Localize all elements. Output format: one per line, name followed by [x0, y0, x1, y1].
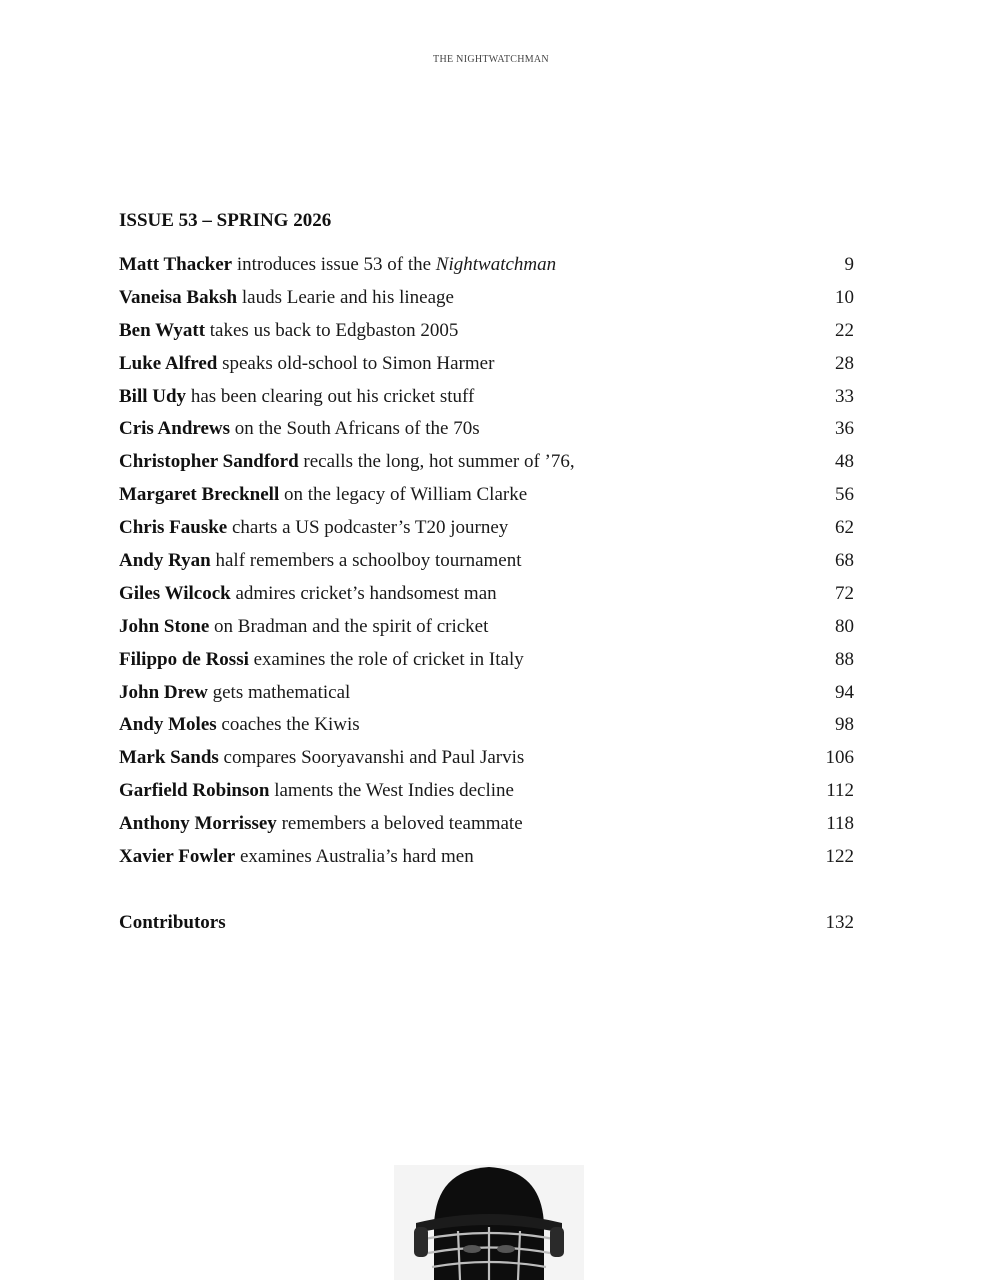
publication-name: Nightwatchman — [435, 254, 557, 275]
toc-page-number: 28 — [835, 352, 854, 374]
toc-page-number: 22 — [835, 319, 854, 341]
toc-page-number: 112 — [826, 780, 854, 802]
cricketer-helmet-illustration — [394, 1165, 584, 1280]
toc-page-number: 72 — [835, 582, 854, 604]
toc-page-number: 33 — [835, 385, 854, 407]
cricketer-helmet-photo — [394, 1165, 584, 1280]
toc-author: Ben Wyatt — [119, 319, 206, 341]
toc-page-number: 98 — [835, 714, 854, 736]
toc-author: Andy Moles — [119, 714, 217, 736]
toc-page-number: 106 — [825, 747, 854, 769]
toc-entry-text — [119, 446, 575, 479]
toc-page-number: 48 — [835, 451, 854, 473]
toc-author: Xavier Fowler — [119, 846, 236, 868]
toc-author: Filippo de Rossi — [119, 648, 249, 670]
toc-entry[interactable] — [119, 578, 854, 611]
contributors-page-number: 132 — [825, 912, 854, 933]
toc-entry-text — [119, 677, 350, 710]
toc-entry[interactable] — [119, 775, 854, 808]
toc-entry-text — [119, 249, 556, 282]
toc-author: John Stone — [119, 615, 210, 637]
toc-page-number: 9 — [844, 254, 854, 275]
toc-author: Mark Sands — [119, 747, 219, 769]
toc-entry-text — [119, 413, 480, 446]
toc-description: recalls the long, hot summer of ’76, — [298, 451, 575, 473]
toc-entry-text — [119, 709, 360, 742]
toc-entry-text — [119, 742, 524, 775]
toc-entry-text — [119, 545, 522, 578]
toc-page-number: 10 — [835, 286, 854, 308]
toc-entry[interactable] — [119, 249, 854, 282]
toc-entry[interactable] — [119, 677, 854, 710]
toc-entry-text — [119, 644, 524, 677]
toc-page-number: 122 — [825, 846, 854, 868]
toc-entry-text — [119, 479, 527, 512]
toc-author: Bill Udy — [119, 385, 187, 407]
toc-description: compares Sooryavanshi and Paul Jarvis — [218, 747, 525, 769]
toc-author: Luke Alfred — [119, 352, 218, 374]
toc-entry[interactable] — [119, 413, 854, 446]
toc-entry-text — [119, 841, 474, 874]
toc-description: lauds Learie and his lineage — [237, 286, 454, 308]
toc-page-number: 36 — [835, 418, 854, 440]
toc-entry-text — [119, 348, 494, 381]
toc-description: remembers a beloved teammate — [276, 813, 523, 835]
toc-page-number: 94 — [835, 681, 854, 703]
toc-description: speaks old-school to Simon Harmer — [217, 352, 495, 374]
toc-page-number: 118 — [826, 813, 854, 835]
toc-description: charts a US podcaster’s T20 journey — [227, 517, 509, 539]
toc-description: admires cricket’s handsomest man — [230, 582, 497, 604]
running-head: THE NIGHTWATCHMAN — [433, 54, 549, 65]
toc-description: examines the role of cricket in Italy — [248, 648, 524, 670]
toc-entry-text — [119, 381, 474, 414]
toc-entry-text — [119, 512, 508, 545]
toc-description: on the South Africans of the 70s — [230, 418, 480, 440]
toc-entry[interactable] — [119, 611, 854, 644]
toc-entry-text — [119, 775, 514, 808]
toc-author: Giles Wilcock — [119, 582, 231, 604]
toc-page-number: 68 — [835, 550, 854, 572]
toc-entry[interactable] — [119, 709, 854, 742]
toc-description: takes us back to Edgbaston 2005 — [205, 319, 459, 341]
toc-description: on Bradman and the spirit of cricket — [209, 615, 489, 637]
toc-entry[interactable] — [119, 479, 854, 512]
toc-entry[interactable] — [119, 841, 854, 874]
toc-description: on the legacy of William Clarke — [279, 484, 528, 506]
toc-entry-text — [119, 315, 458, 348]
toc-entry[interactable] — [119, 446, 854, 479]
toc-description: laments the West Indies decline — [269, 780, 514, 802]
toc-description: gets mathematical — [207, 681, 351, 703]
toc-entry[interactable] — [119, 644, 854, 677]
toc-description: has been clearing out his cricket stuff — [186, 385, 475, 407]
toc-entry[interactable] — [119, 512, 854, 545]
toc-entry[interactable] — [119, 545, 854, 578]
toc-entry[interactable] — [119, 315, 854, 348]
toc-entry-text — [119, 611, 488, 644]
toc-author: Margaret Brecknell — [119, 484, 280, 506]
toc-description: coaches the Kiwis — [216, 714, 360, 736]
toc-author: Vaneisa Baksh — [119, 286, 238, 308]
toc-author: Andy Ryan — [119, 550, 211, 572]
toc-entry[interactable] — [119, 381, 854, 414]
contributors-label: Contributors — [119, 912, 226, 933]
toc-author: Anthony Morrissey — [119, 813, 277, 835]
toc-entry[interactable] — [119, 282, 854, 315]
toc-entry-text — [119, 578, 497, 611]
toc-page-number: 62 — [835, 517, 854, 539]
toc-author: Garfield Robinson — [119, 780, 270, 802]
table-of-contents — [119, 249, 854, 874]
toc-page-number: 80 — [835, 615, 854, 637]
toc-page-number: 56 — [835, 484, 854, 506]
toc-author: Matt Thacker — [119, 254, 233, 275]
toc-description: examines Australia’s hard men — [235, 846, 474, 868]
toc-page-number: 88 — [835, 648, 854, 670]
toc-entry[interactable] — [119, 348, 854, 381]
contributors-entry[interactable] — [119, 906, 854, 939]
toc-entry[interactable] — [119, 742, 854, 775]
toc-entry-text — [119, 808, 523, 841]
toc-author: John Drew — [119, 681, 208, 703]
toc-entry[interactable] — [119, 808, 854, 841]
toc-description: half remembers a schoolboy tournament — [210, 550, 522, 572]
toc-description: introduces issue 53 of the — [232, 254, 436, 275]
toc-author: Chris Fauske — [119, 517, 228, 539]
toc-author: Christopher Sandford — [119, 451, 299, 473]
toc-author: Cris Andrews — [119, 418, 231, 440]
issue-heading: ISSUE 53 – SPRING 2026 — [119, 210, 332, 231]
toc-entry-text — [119, 282, 454, 315]
